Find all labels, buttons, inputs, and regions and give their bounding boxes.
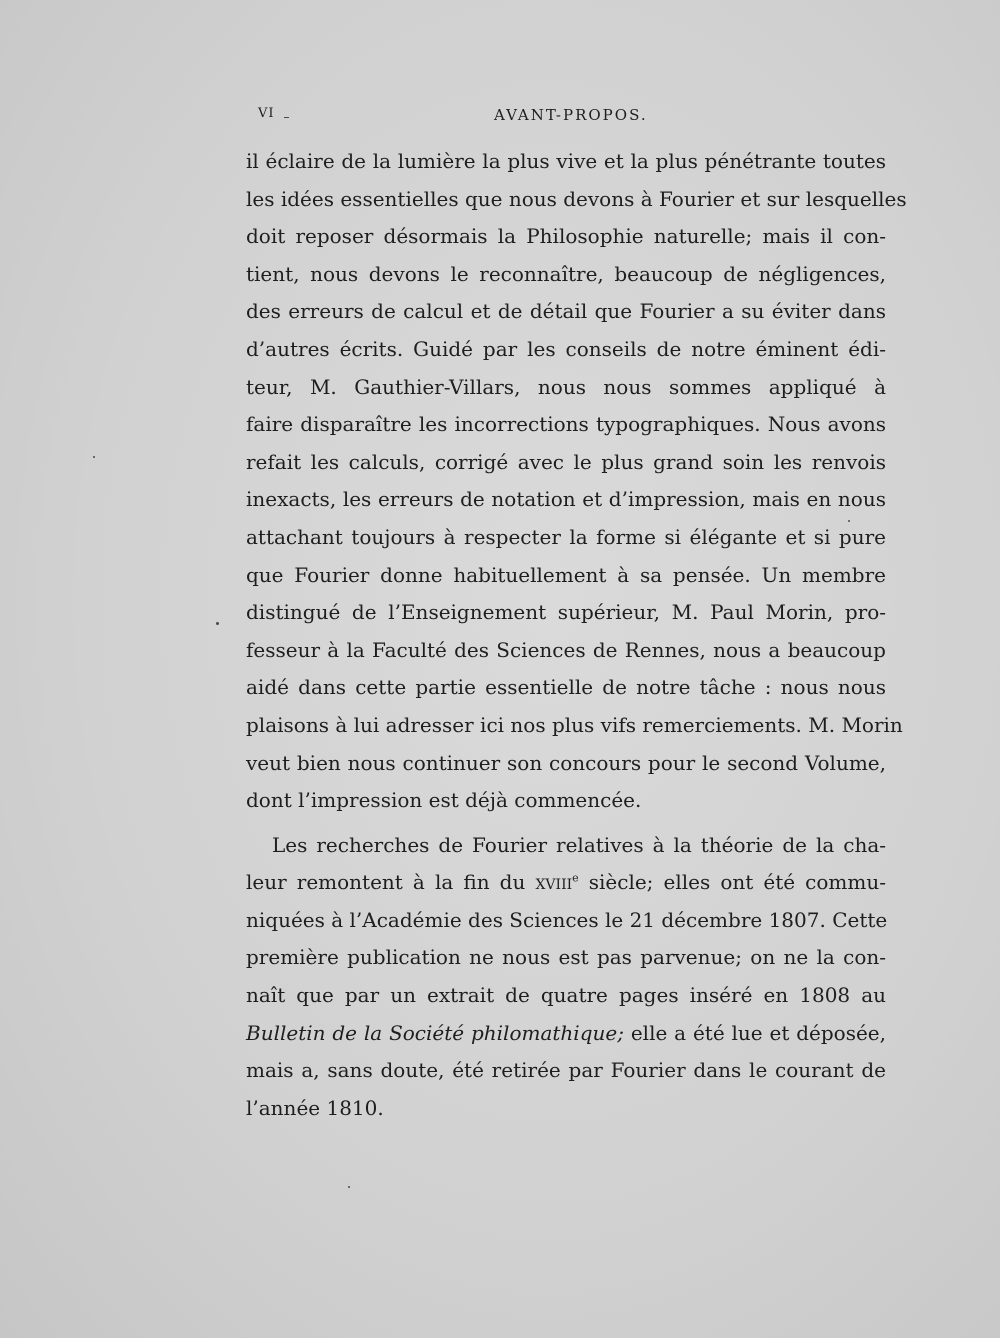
text-line: faire disparaître les incorrections typographiques. Nous avons: [246, 412, 886, 437]
text-fragment: leur remontent à la fin du: [246, 870, 536, 895]
text-line: mais a, sans doute, été retirée par Fourier dans le courant de: [246, 1058, 886, 1083]
text-line: aidé dans cette partie essentielle de notre tâche : nous nous: [246, 675, 886, 700]
text-line: que Fourier donne habituellement à sa pensée. Un membre: [246, 562, 886, 587]
text-line: première publication ne nous est pas parvenue; on ne la con-: [246, 945, 886, 970]
text-line: des erreurs de calcul et de détail que Fourier a su éviter dans: [246, 299, 886, 324]
running-head: [258, 106, 658, 130]
century-numeral: xviii: [535, 870, 573, 895]
text-line: teur, M. Gauthier-Villars, nous nous sommes appliqué à: [246, 374, 886, 399]
paper-speck: [93, 456, 95, 458]
paper-speck: [348, 1186, 350, 1188]
text-line: attachant toujours à respecter la forme si élégante et si pure: [246, 524, 886, 549]
text-line: fesseur à la Faculté des Sciences de Rennes, nous a beaucoup: [246, 637, 886, 662]
paper-speck: [848, 520, 850, 522]
text-line: veut bien nous continuer son concours pour le second Volume,: [246, 750, 886, 775]
paragraph-1: [246, 143, 907, 820]
text-line: [246, 864, 886, 902]
text-line: naît que par un extrait de quatre pages inséré en 1808 au: [246, 983, 886, 1008]
text-line: il éclaire de la lumière la plus vive et la plus pénétrante toutes: [246, 149, 886, 173]
paragraph-2: [246, 827, 886, 1128]
text-fragment: elle a été lue et déposée,: [623, 1020, 887, 1045]
text-line: [246, 1015, 886, 1053]
text-line: doit reposer désormais la Philosophie naturelle; mais il con-: [246, 224, 886, 249]
century-superscript: e: [572, 871, 579, 885]
text-line: distingué de l’Enseignement supérieur, M. Paul Morin, pro-: [246, 600, 886, 625]
text-fragment: siècle; elles ont été commu-: [578, 870, 886, 895]
text-line: Les recherches de Fourier relatives à la théorie de la cha-: [272, 832, 886, 857]
paper-speck: [216, 622, 219, 625]
text-line: tient, nous devons le reconnaître, beaucoup de négligences,: [246, 261, 886, 286]
text-line: plaisons à lui adresser ici nos plus vifs remerciements. M. Morin: [246, 712, 903, 737]
paper-speck: [284, 117, 289, 118]
text-line: inexacts, les erreurs de notation et d’impression, mais en nous: [246, 487, 886, 512]
text-line: l’année 1810.: [246, 1095, 384, 1120]
text-line: niquées à l’Académie des Sciences le 21 décembre 1807. Cette: [246, 907, 888, 932]
text-line: dont l’impression est déjà commencée.: [246, 788, 642, 813]
text-line: refait les calculs, corrigé avec le plus grand soin les renvois: [246, 449, 886, 474]
page-number: VI: [258, 106, 275, 121]
text-line: les idées essentielles que nous devons à Fourier et sur lesquelles: [246, 186, 907, 211]
body-text: [246, 143, 907, 1127]
text-line: d’autres écrits. Guidé par les conseils de notre éminent édi-: [246, 336, 886, 361]
running-title: AVANT-PROPOS.: [494, 106, 648, 124]
journal-title: Bulletin de la Société philomathique;: [246, 1020, 624, 1045]
